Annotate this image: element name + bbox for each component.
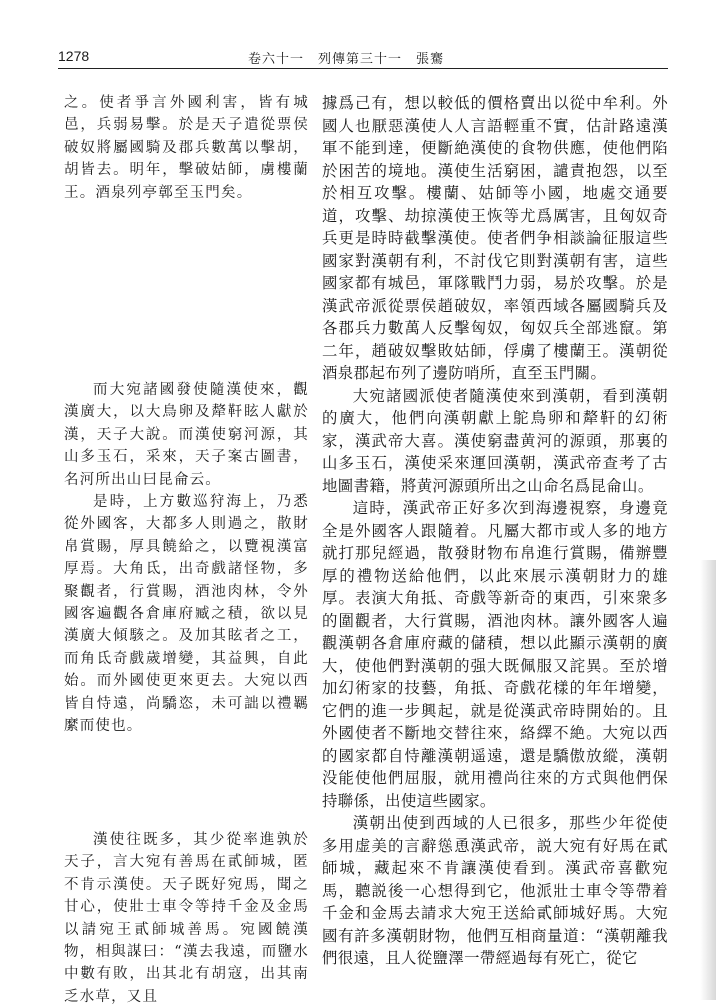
classical-paragraph: 之。使者爭言外國利害，皆有城邑，兵弱易擊。於是天子遣從票侯破奴將屬國騎及郡兵數萬以擊胡，胡皆去。明年，擊破姑師，虜樓蘭王。酒泉列亭鄣至玉門矣。 bbox=[64, 95, 309, 201]
translation-block bbox=[322, 92, 668, 970]
page-edge-shadow bbox=[700, 560, 716, 1000]
classical-paragraph: 而大宛諸國發使隨漢使來，觀漢廣大，以大鳥卵及犛靬眩人獻於漢，天子大說。而漢使窮河源，其山多玉石，采來，天子案古圖書，名河所出山曰昆侖云。 bbox=[64, 382, 309, 488]
classical-block-3 bbox=[64, 829, 309, 1008]
translation-paragraph: 漢朝出使到西域的人已很多，那些少年從使多用虚美的言辭慫恿漢武帝，説大宛有好馬在貳師城，藏起來不肯讓漢使看到。漢武帝喜歡宛馬，聽説後一心想得到它，他派壯士車令等帶着千金和金馬去請求大宛王送給貳師城好馬。大宛國有許多漢朝財物，他們互相商量道：“漢朝離我們很遠，且人從鹽澤一帶經過每有死亡，從它 bbox=[322, 814, 668, 967]
running-title: 卷六十一 列傳第三十一 張騫 bbox=[248, 52, 445, 67]
classical-paragraph: 漢使往既多，其少從率進孰於天子，言大宛有善馬在貳師城，匿不肯示漢使。天子既好宛馬，聞之甘心，使壯士車令等持千金及金馬以請宛王貳師城善馬。宛國饒漢物，相與謀曰：“漢去我遠，而鹽水中數有敗，出其北有胡寇，出其南乏水草，又且 bbox=[64, 832, 309, 1005]
classical-block-1 bbox=[64, 92, 309, 204]
translation-paragraph: 據爲己有，想以較低的價格賣出以從中牟利。外國人也厭惡漢使人人言語輕重不實，估計路遠漢軍不能到達，便斷絶漢使的食物供應，使他們陷於困苦的境地。漢使生活窮困，譴責抱怨，以至於相互攻擊。樓蘭、姑師等小國，地處交通要道，攻擊、劫掠漢使王恢等尤爲厲害，且匈奴奇兵更是時時截擊漢使。使者們争相談論征服這些國家對漢朝有利，不討伐它則對漢朝有害，這些國家都有城邑，軍隊戰鬥力弱，易於攻擊。於是漢武帝派從票侯趙破奴，率領西域各屬國騎兵及各郡兵力數萬人反擊匈奴，匈奴兵全部逃竄。第二年，趙破奴擊敗姑師，俘虜了樓蘭王。漢朝從酒泉郡起布列了邊防哨所，直至玉門關。 bbox=[322, 94, 668, 382]
classical-block-2 bbox=[64, 379, 309, 738]
classical-paragraph: 是時，上方數巡狩海上，乃悉從外國客，大都多人則過之，散財帛賞賜，厚具饒給之，以覽視漢富厚焉。大角氐，出奇戲諸怪物，多聚觀者，行賞賜，酒池肉林，令外國客遍觀各倉庫府臧之積，欲以見漢廣大傾駭之。及加其眩者之工，而角氐奇戲歲增變，其益興，自此始。而外國使更來更去。大宛以西皆自恃遠，尚驕恣，未可詘以禮羈縻而使也。 bbox=[64, 494, 309, 735]
translation-paragraph: 大宛諸國派使者隨漢使來到漢朝，看到漢朝的廣大，他們向漢朝獻上鴕鳥卵和犛靬的幻術家，漢武帝大喜。漢使窮盡黄河的源頭，那裏的山多玉石，漢使采來運回漢朝，漢武帝查考了古地圖書籍，將黄河源頭所出之山命名爲昆侖山。 bbox=[322, 386, 668, 495]
page-number: 1278 bbox=[58, 48, 90, 64]
translation-paragraph: 這時，漢武帝正好多次到海邊視察，身邊竟全是外國客人跟隨着。凡屬大都市或人多的地方就打那兒經過，散發財物布帛進行賞賜，備辦豐厚的禮物送給他們，以此來展示漢朝財力的雄厚。表演大角抵、奇戲等新奇的東西，引來衆多的圍觀者，大行賞賜，酒池肉林。讓外國客人遍觀漢朝各倉庫府藏的儲積，想以此顯示漢朝的廣大，使他們對漢朝的强大既佩服又詫異。至於增加幻術家的技藝，角抵、奇戲花樣的年年增變，它們的進一步興起，就是從漢武帝時開始的。且外國使者不斷地交替往來，絡繹不絶。大宛以西的國家都自恃離漢朝遥遠，還是驕傲放縱，漢朝没能使他們屈服，就用禮尚往來的方式與他們保持聯係，出使這些國家。 bbox=[322, 499, 668, 810]
page-header bbox=[58, 46, 668, 69]
